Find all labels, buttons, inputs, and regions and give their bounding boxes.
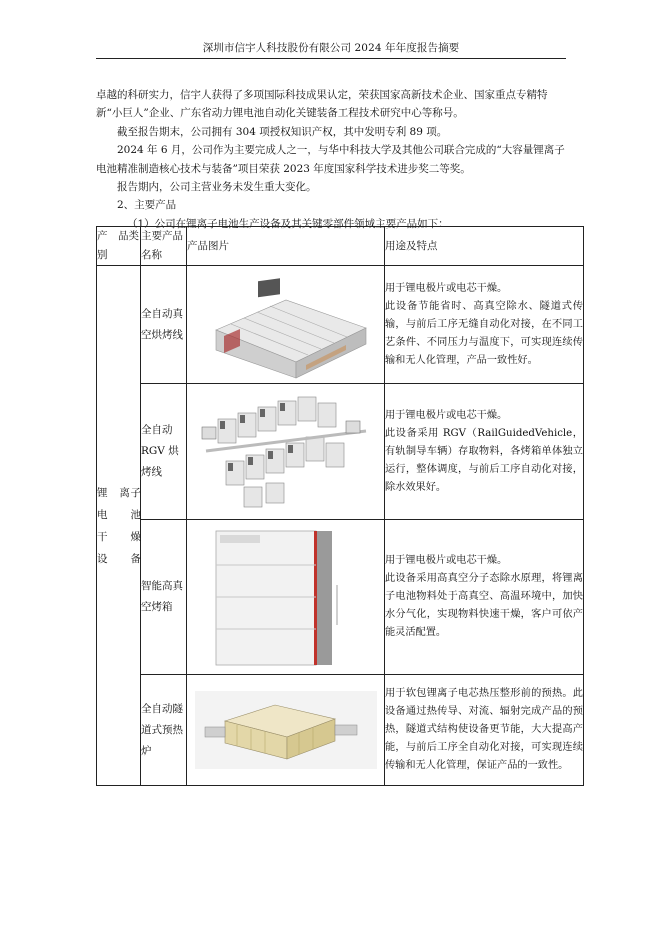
product-desc-text: 用于锂电极片或电芯干燥。 此设备采用高真空分子态除水原理，将锂离子电池物料处于高真空、高温环境中，加快水分气化，实现物料快速干燥，客户可依产能灵活配置。 [385, 555, 583, 638]
vacuum-oven-cabinet-photo [196, 525, 376, 670]
header-category: 产 品类别 [97, 227, 141, 266]
product-name: 全自动隧道式预热炉 [141, 675, 187, 786]
product-desc-text: 用于锂电极片或电芯干燥。 此设备节能省时、高真空除水、隧道式传输，与前后工序无缝自动化对接，在不同工艺条件、不同压力与温度下，可实现连续传输和无人化管理，产品一致性好。 [385, 282, 583, 366]
product-image-cell [187, 675, 385, 786]
header-usage: 用途及特点 [385, 227, 584, 266]
category-cell [97, 266, 152, 786]
product-image-cell [187, 384, 385, 520]
product-name: 全自动RGV 烘烤线 [141, 384, 187, 520]
table-row [97, 384, 584, 520]
product-desc [385, 520, 584, 675]
table-row [97, 520, 584, 675]
paragraph-2: 截至报告期末，公司拥有 304 项授权知识产权，其中发明专利 89 项。 [117, 125, 448, 138]
subsection-heading: （1）公司在锂离子电池生产设备及其关键零部件领域主要产品如下： [127, 217, 449, 230]
product-desc-text: 用于软包锂离子电芯热压整形前的预热。此设备通过热传导、对流、辐射完成产品的预热，隧道式结构使设备更节能，大大提高产能，与前后工序全自动化对接，可实现连续传输和无人化管理，保证产品的一致性。 [385, 688, 583, 771]
header-name: 主要产品名称 [141, 227, 187, 266]
section-heading: 2、主要产品 [117, 199, 177, 212]
paragraph-4: 报告期内，公司主营业务未发生重大变化。 [117, 181, 317, 194]
tunnel-preheat-furnace-render [195, 691, 377, 769]
header-picture: 产品图片 [187, 227, 385, 266]
page-header: 深圳市信宇人科技股份有限公司 2024 年年度报告摘要 [202, 42, 460, 54]
paragraph-3: 2024 年 6 月，公司作为主要完成人之一，与华中科技大学及其他公司联合完成的“大容量锂离子电池精准制造核心技术与装备”项目荣获 2023 年度国家科学技术进步奖二等奖。 [96, 144, 565, 175]
paragraph-1: 卓越的科研实力，信宇人获得了多项国际科技成果认定，荣获国家高新技术企业、国家重点专精特新“小巨人”企业、广东省动力锂电池自动化关键装备工程技术研究中心等称号。 [96, 89, 548, 120]
product-image-cell [187, 520, 385, 675]
product-table [96, 226, 584, 786]
header-rule [96, 58, 566, 59]
category-label: 锂 离子 电 池 干 燥 设 备 [97, 486, 152, 565]
body-text [96, 86, 566, 233]
product-image-cell [187, 266, 385, 384]
vacuum-oven-line-photo [196, 270, 376, 380]
table-row [97, 266, 584, 384]
rgv-oven-line-render [196, 391, 376, 513]
product-name: 全自动真空烘烤线 [141, 266, 187, 384]
table-row [97, 675, 584, 786]
product-desc-text: 用于锂电极片或电芯干燥。 此设备采用 RGV（RailGuidedVehicle，有轨制导车辆）存取物料，各烤箱单体独立运行，整体调度，与前后工序自动化对接，除水效果好。 [385, 409, 583, 493]
product-desc [385, 266, 584, 384]
product-desc [385, 384, 584, 520]
product-desc [385, 675, 584, 786]
table-header-row [97, 227, 584, 266]
product-name: 智能高真空烤箱 [141, 520, 187, 675]
